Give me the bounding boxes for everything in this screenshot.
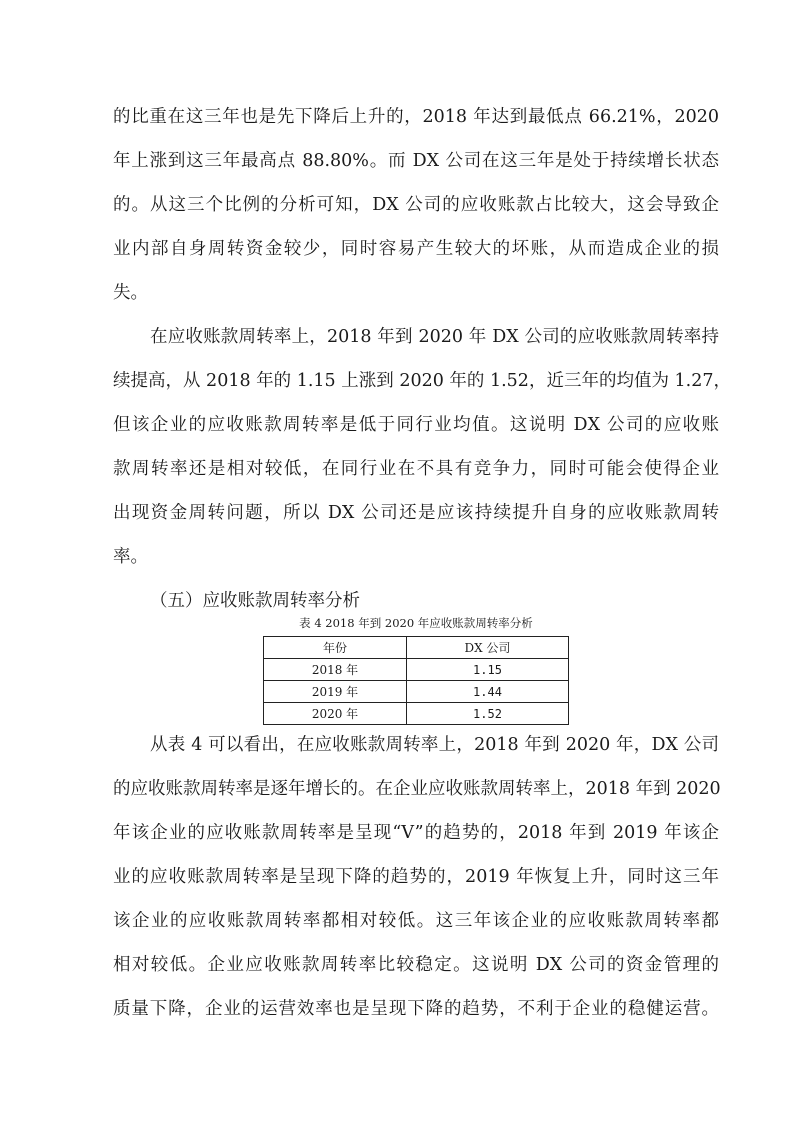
paragraph-line: 相对较低。企业应收账款周转率比较稳定。这说明 DX 公司的资金管理的 xyxy=(113,955,719,975)
table-row xyxy=(264,659,569,681)
section-heading: （五）应收账款周转率分析 xyxy=(150,591,360,611)
paragraph-line: 率。 xyxy=(113,547,148,567)
table-cell-value: 1.52 xyxy=(407,703,569,725)
table-cell-value: 1.44 xyxy=(407,681,569,703)
paragraph-line: 从表 4 可以看出，在应收账款周转率上，2018 年到 2020 年，DX 公司 xyxy=(150,735,719,755)
paragraph-line: 出现资金周转问题，所以 DX 公司还是应该持续提升自身的应收账款周转 xyxy=(113,503,719,523)
paragraph-line: 失。 xyxy=(113,283,148,303)
table-header-year: 年份 xyxy=(264,637,407,659)
paragraph-line: 质量下降，企业的运营效率也是呈现下降的趋势，不利于企业的稳健运营。 xyxy=(113,999,719,1019)
paragraph-line: 的比重在这三年也是先下降后上升的，2018 年达到最低点 66.21%，2020 xyxy=(113,107,719,127)
table-cell-year: 2018 年 xyxy=(264,659,407,681)
table-header-row xyxy=(264,637,569,659)
paragraph-line: 业内部自身周转资金较少，同时容易产生较大的坏账，从而造成企业的损 xyxy=(113,239,719,259)
paragraph-line: 的应收账款周转率是逐年增长的。在企业应收账款周转率上，2018 年到 2020 xyxy=(113,779,721,799)
table-cell-value: 1.15 xyxy=(407,659,569,681)
paragraph-line: 款周转率还是相对较低，在同行业在不具有竞争力，同时可能会使得企业 xyxy=(113,459,719,479)
paragraph-line: 年该企业的应收账款周转率是呈现“V”的趋势的，2018 年到 2019 年该企 xyxy=(113,823,719,843)
paragraph-line: 该企业的应收账款周转率都相对较低。这三年该企业的应收账款周转率都 xyxy=(113,911,719,931)
paragraph-line: 续提高，从 2018 年的 1.15 上涨到 2020 年的 1.52，近三年的均值为 1.27， xyxy=(113,371,731,391)
paragraph-line: 但该企业的应收账款周转率是低于同行业均值。这说明 DX 公司的应收账 xyxy=(113,415,719,435)
paragraph-line: 年上涨到这三年最高点 88.80%。而 DX 公司在这三年是处于持续增长状态 xyxy=(113,151,719,171)
paragraph-line: 的。从这三个比例的分析可知，DX 公司的应收账款占比较大，这会导致企 xyxy=(113,195,719,215)
table-header-company: DX 公司 xyxy=(407,637,569,659)
table-cell-year: 2020 年 xyxy=(264,703,407,725)
table-row xyxy=(264,703,569,725)
paragraph-line: 业的应收账款周转率是呈现下降的趋势的，2019 年恢复上升，同时这三年 xyxy=(113,867,719,887)
table-cell-year: 2019 年 xyxy=(264,681,407,703)
table-caption: 表 4 2018 年到 2020 年应收账款周转率分析 xyxy=(299,616,533,630)
data-table xyxy=(263,636,569,725)
table-row xyxy=(264,681,569,703)
paragraph-line: 在应收账款周转率上，2018 年到 2020 年 DX 公司的应收账款周转率持 xyxy=(150,327,719,347)
